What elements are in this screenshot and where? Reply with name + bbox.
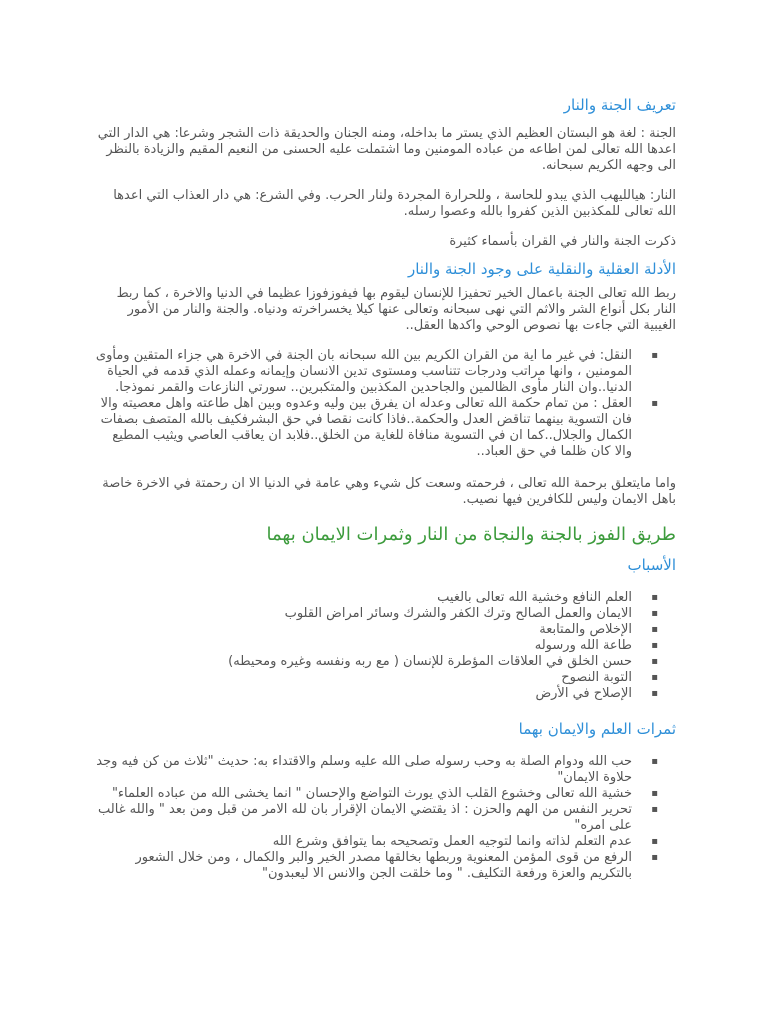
list-item: ▪ الإخلاص والمتابعة <box>92 622 632 638</box>
list-item: ▪ حب الله ودوام الصلة به وحب رسوله صلى الله عليه وسلم والاقتداء به: حديث "ثلاث من كن فيه وجد حلاوة الايمان" <box>92 754 632 786</box>
list-item: ▪ النقل: في غير ما اية من القران الكريم بين الله سبحانه بان الجنة في الاخرة هي جزاء المتقين ومأوى المومنين ، وانها مراتب ودرجات تتناسب ومستوى تدين الانسان وإيمانه وعمله الذي قدمه في الحياة الدنيا..وان النار مأوى الظالمين والجاحدين المكذبين والمتكبرين.. سورتي النازعات والقمر نموذجا. <box>92 348 632 396</box>
heading-fruits: ثمرات العلم والايمان بهما <box>518 720 676 738</box>
list-item: ▪ الإصلاح في الأرض <box>92 686 632 702</box>
list-item: ▪ طاعة الله ورسوله <box>92 638 632 654</box>
heading-causes: الأسباب <box>627 556 676 574</box>
list-item: ▪ الايمان والعمل الصالح وترك الكفر والشرك وسائر امراض القلوب <box>92 606 632 622</box>
list-item: ▪ العقل : من تمام حكمة الله تعالى وعدله ان يفرق بين وليه وعدوه وبين اهل طاعته واهل معصيته والا فان التسوية بينهما تناقض العدل والحكمة..فاذا كانت نقصا في حق البشرفكيف بالله المتصف بصفات الكمال والجلال..كما ان في التسوية منافاة للغاية من الخلق..فلابد ان يعاقب العاصي ويثيب المطيع والا كان ظلما في حق العباد.. <box>92 396 632 460</box>
heading-evidence: الأدلة العقلية والنقلية على وجود الجنة والنار <box>407 260 676 278</box>
paragraph-fire-definition: النار: هيالليهب الذي يبدو للحاسة ، وللحرارة المجردة ولنار الحرب. وفي الشرع: هي دار العذاب التي اعدها الله تعالى للمكذبين الذين كفروا بالله وعصوا رسله. <box>113 188 676 219</box>
list-item: ▪ خشية الله تعالى وخشوع القلب الذي يورث التواضع والإحسان " انما يخشى الله من عباده العلماء" <box>92 786 632 802</box>
list-item: ▪ حسن الخلق في العلاقات المؤطرة للإنسان ( مع ربه ونفسه وغيره ومحيطه) <box>92 654 632 670</box>
heading-definition: تعريف الجنة والنار <box>563 96 676 114</box>
list-item: ▪ عدم التعلم لذاته وانما لتوجيه العمل وتصحيحه بما يتوافق وشرع الله <box>92 834 632 850</box>
paragraph-evidence-intro: ربط الله تعالى الجنة باعمال الخير تحفيزا للإنسان ليقوم بها فيفوزفوزا عظيما في الدنيا والاخرة ، كما ربط النار بكل أنواع الشر والاثم التي نهى سبحانه وتعالى عنها كيلا يخسراخرته ودنياه. والجنة والنار من الأمور الغيبية التي جاءت بها نصوص الوحي واكدها العقل.. <box>116 286 676 333</box>
evidence-list <box>92 348 676 460</box>
main-heading-path: طريق الفوز بالجنة والنجاة من النار وثمرات الايمان بهما <box>266 524 676 545</box>
paragraph-mercy: واما مايتعلق برحمة الله تعالى ، فرحمته وسعت كل شيء وهي عامة في الدنيا الا ان رحمتة في الاخرة خاصة باهل الايمان وليس للكافرين فيها نصيب. <box>102 476 676 507</box>
paragraph-names-mention: ذكرت الجنة والنار في القران بأسماء كثيرة <box>449 234 676 249</box>
list-item: ▪ الرفع من قوى المؤمن المعنوية وربطها بخالقها مصدر الخير والبر والكمال ، ومن خلال الشعور بالتكريم والعزة ورفعة التكليف. " وما خلقت الجن والانس الا ليعبدون" <box>92 850 632 882</box>
list-item: ▪ تحرير النفس من الهم والحزن : اذ يقتضي الايمان الإقرار بان لله الامر من قبل ومن بعد " والله غالب على امره" <box>92 802 632 834</box>
list-item: ▪ العلم النافع وخشية الله تعالى بالغيب <box>92 590 632 606</box>
paragraph-paradise-definition: الجنة : لغة هو البستان العظيم الذي يستر ما بداخله، ومنه الجنان والحديقة ذات الشجر وشرعا: هي الدار التي اعدها الله تعالى لمن اطاعه من عباده المومنين وما اشتملت عليه الحسنى من النعيم المقيم والزيادة بالنظر الى وجهه الكريم سبحانه. <box>97 126 676 173</box>
causes-list <box>92 590 676 702</box>
fruits-list <box>92 754 676 882</box>
list-item: ▪ التوبة النصوح <box>92 670 632 686</box>
